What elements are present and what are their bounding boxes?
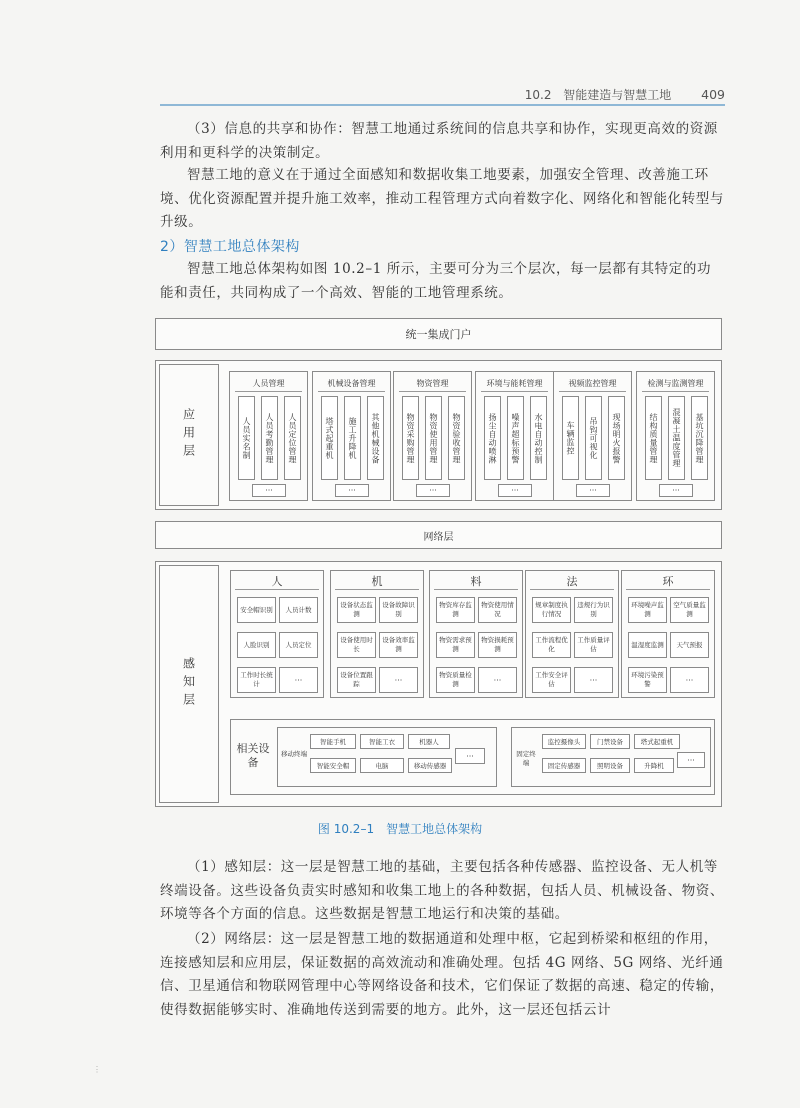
sense-group [525, 570, 619, 698]
sense-item: 人员计数 [279, 597, 318, 623]
app-item: 噪声超标预警 [507, 396, 524, 480]
sense-item: 设备使用时长 [337, 632, 376, 658]
sense-group-divider [434, 589, 518, 590]
figure-caption: 图 10.2–1 智慧工地总体架构 [317, 822, 483, 836]
sense-item: 天气预报 [670, 632, 709, 658]
sense-group-ellipsis: ··· [478, 667, 517, 693]
margin-mark: ⋮ [93, 1065, 101, 1074]
sense-item: 温湿度监测 [628, 632, 667, 658]
sense-item: 物资使用情况 [478, 597, 517, 623]
app-item: 混凝土温度管理 [668, 396, 685, 480]
sense-group-ellipsis: ··· [379, 667, 418, 693]
app-layer-label: 应用层 [181, 408, 196, 462]
sense-item: 物资损耗预测 [478, 632, 517, 658]
sense-item: 工作安全评估 [532, 667, 571, 693]
fixed-device-item: 升降机 [634, 758, 674, 773]
app-group-divider [559, 391, 626, 392]
sense-group-title: 法 [566, 575, 578, 588]
app-group-ellipsis: ··· [498, 484, 532, 497]
app-group-ellipsis: ··· [252, 484, 286, 497]
sense-group-title: 料 [470, 575, 482, 588]
app-group-ellipsis: ··· [659, 484, 693, 497]
app-item: 结构质量管理 [645, 396, 662, 480]
sense-item: 工作质量评估 [574, 632, 613, 658]
sense-group-divider [626, 589, 710, 590]
sense-item: 工作时长统计 [237, 667, 276, 693]
sense-group [330, 570, 424, 698]
fixed-device-item: 监控摄像头 [542, 734, 586, 749]
header-rule [160, 104, 725, 106]
sense-group-title: 人 [271, 575, 283, 588]
app-group-title: 环境与能耗管理 [486, 379, 543, 388]
sense-layer-label-box [159, 565, 219, 803]
sense-item: 空气质量监测 [670, 597, 709, 623]
app-item: 塔式起重机 [321, 396, 338, 480]
app-item: 基坑沉降管理 [691, 396, 708, 480]
sense-item: 设备效率监测 [379, 632, 418, 658]
sense-item: 安全帽识别 [237, 597, 276, 623]
mobile-terminal-label: 移动终端 [281, 750, 307, 758]
paragraph-info-sharing: （3）信息的共享和协作：智慧工地通过系统间的信息共享和协作，实现更高效的资源利用和更科学的决策制定。 [160, 121, 718, 161]
app-item: 施工升降机 [344, 396, 361, 480]
devices-label: 相关设备 [236, 742, 270, 769]
sense-item: 物资库存监测 [436, 597, 475, 623]
app-item: 扬尘自动喷淋 [484, 396, 501, 480]
app-group-divider [481, 391, 548, 392]
sense-item: 规章制度执行情况 [532, 597, 571, 623]
mobile-device-item: 智能安全帽 [310, 758, 356, 773]
app-item: 水电自动控制 [530, 396, 547, 480]
sense-item: 人员定位 [279, 632, 318, 658]
app-group-title: 检测与监测管理 [647, 379, 704, 388]
sense-group [429, 570, 523, 698]
app-group-title: 机械设备管理 [327, 379, 376, 388]
sense-item: 设备故障识别 [379, 597, 418, 623]
app-item: 现场明火报警 [608, 396, 625, 480]
app-group-divider [399, 391, 466, 392]
mobile-device-item: 机器人 [408, 734, 450, 749]
fixed-terminal-label: 固定终端 [516, 750, 536, 767]
sense-item: 设备位置跟踪 [337, 667, 376, 693]
app-group [475, 371, 554, 501]
app-group-title: 物资管理 [416, 379, 449, 388]
fixed-ellipsis: ··· [677, 752, 705, 768]
running-header [517, 86, 725, 103]
paragraph-significance: 智慧工地的意义在于通过全面感知和数据收集工地要素，加强安全管理、改善施工环境、优化资源配置并提升施工效率，推动工程管理方式向着数字化、网络化和智能化转型与升级。 [160, 167, 724, 230]
fixed-device-item: 门禁设备 [590, 734, 630, 749]
sense-item: 工作流程优化 [532, 632, 571, 658]
app-item: 其他机械设备 [367, 396, 384, 480]
sense-item: 环境噪声监测 [628, 597, 667, 623]
mobile-ellipsis: ··· [455, 748, 485, 764]
sense-group-ellipsis: ··· [670, 667, 709, 693]
page-header [90, 86, 725, 106]
sense-group-title: 机 [371, 575, 383, 588]
sense-group-title: 环 [662, 575, 674, 588]
app-item: 人员定位管理 [284, 396, 301, 480]
app-item: 人员实名制 [238, 396, 255, 480]
app-item: 物资采购管理 [402, 396, 419, 480]
sense-group [621, 570, 715, 698]
app-group-divider [642, 391, 709, 392]
page-number: 409 [701, 87, 725, 102]
mobile-device-item: 智能工衣 [360, 734, 404, 749]
sense-item: 物资质量检测 [436, 667, 475, 693]
paragraph-architecture-intro: 智慧工地总体架构如图 10.2–1 所示，主要可分为三个层次，每一层都有其特定的功能和责任，共同构成了一个高效、智能的工地管理系统。 [160, 261, 712, 301]
app-group [553, 371, 632, 501]
app-group-title: 人员管理 [252, 379, 285, 388]
sense-item: 物资需求预测 [436, 632, 475, 658]
app-group [636, 371, 715, 501]
fixed-device-item: 塔式起重机 [634, 734, 680, 749]
sense-group-divider [335, 589, 419, 590]
app-group [312, 371, 391, 501]
paragraph-network-layer: （2）网络层：这一层是智慧工地的数据通道和处理中枢，它起到桥梁和枢纽的作用，连接感知层和应用层，保证数据的高效流动和准确处理。包括 4G 网络、5G 网络、光纤通信、卫星通信和物联网管理中心等网络设备和技术，它们保证了数据的高速、稳定的传输，使得数据能够实时、准确地传送到需要的地方。此外，这一层还包括云计 [160, 931, 724, 1018]
section-title: 智能建造与智慧工地 [563, 88, 672, 102]
app-group [229, 371, 308, 501]
network-layer-box: 网络层 [155, 521, 722, 549]
sense-group-divider [530, 589, 614, 590]
app-group-ellipsis: ··· [576, 484, 610, 497]
section-number: 10.2 [524, 88, 552, 102]
mobile-device-item: 电脑 [360, 758, 404, 773]
fixed-device-item: 照明设备 [590, 758, 630, 773]
app-group-divider [318, 391, 385, 392]
sense-group-divider [235, 589, 319, 590]
mobile-device-item: 智能手机 [310, 734, 356, 749]
sense-group-ellipsis: ··· [574, 667, 613, 693]
app-item: 人员考勤管理 [261, 396, 278, 480]
sense-item: 设备状态监测 [337, 597, 376, 623]
app-group-ellipsis: ··· [335, 484, 369, 497]
app-item: 车辆监控 [562, 396, 579, 480]
fixed-device-item: 固定传感器 [542, 758, 586, 773]
section-heading: 2）智慧工地总体架构 [160, 239, 300, 255]
sense-layer-label: 感知层 [181, 657, 196, 711]
app-item: 物资使用管理 [425, 396, 442, 480]
paragraph-sense-layer: （1）感知层：这一层是智慧工地的基础，主要包括各种传感器、监控设备、无人机等终端设备。这些设备负责实时感知和收集工地上的各种数据，包括人员、机械设备、物资、环境等各个方面的信息。这些数据是智慧工地运行和决策的基础。 [160, 859, 724, 922]
sense-group-ellipsis: ··· [279, 667, 318, 693]
app-item: 物资验收管理 [448, 396, 465, 480]
app-layer-label-box [159, 364, 219, 506]
sense-item: 环境污染预警 [628, 667, 667, 693]
app-group-divider [235, 391, 302, 392]
sense-group [230, 570, 324, 698]
app-group-title: 视频监控管理 [568, 379, 617, 388]
mobile-device-item: 移动传感器 [408, 758, 452, 773]
portal-box: 统一集成门户 [155, 318, 722, 350]
app-group-ellipsis: ··· [416, 484, 450, 497]
sense-item: 人脸识别 [237, 632, 276, 658]
sense-item: 违规行为识别 [574, 597, 613, 623]
app-item: 吊钩可视化 [585, 396, 602, 480]
app-group [393, 371, 472, 501]
architecture-diagram [155, 318, 722, 810]
